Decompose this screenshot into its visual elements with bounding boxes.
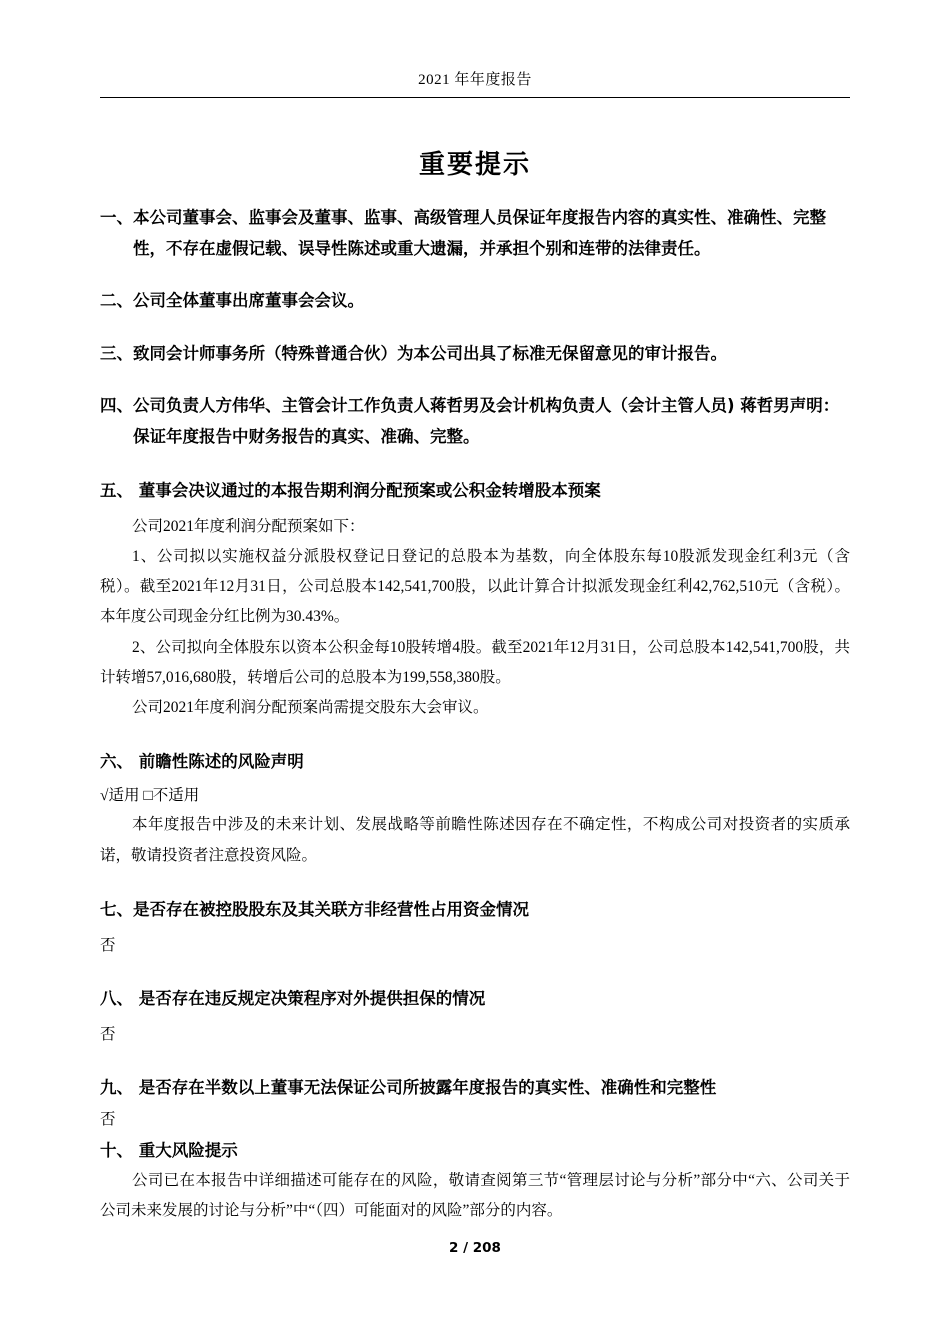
clause-2-text: 公司全体董事出席董事会会议。: [133, 291, 364, 311]
section-8-answer: 否: [100, 1025, 116, 1043]
page-number: 2 / 208: [449, 1240, 501, 1256]
section-5-para-4: 公司2021年度利润分配预案尚需提交股东大会审议。: [132, 699, 489, 717]
section-6-checkbox-line[interactable]: √适用 □不适用: [100, 787, 200, 804]
section-8-heading: [100, 984, 850, 1014]
header-divider: [100, 97, 850, 98]
section-6-title: 前瞻性陈述的风险声明: [133, 752, 304, 772]
section-10-para: 公司已在本报告中详细描述可能存在的风险，敬请查阅第三节“管理层讨论与分析”部分中“六、公司关于公司未来发展的讨论与分析”中“（四）可能面对的风险”部分的内容。: [100, 1171, 850, 1220]
clause-3-text: 致同会计师事务所（特殊普通合伙）为本公司出具了标准无保留意见的审计报告。: [133, 343, 727, 363]
page-title: 重要提示: [418, 150, 531, 180]
section-9-number: 九、: [100, 1078, 133, 1098]
clause-4: [100, 391, 850, 452]
section-10-title: 重大风险提示: [133, 1141, 238, 1161]
section-6-number: 六、: [100, 752, 133, 772]
section-7-title: 是否存在被控股股东及其关联方非经营性占用资金情况: [133, 899, 529, 919]
clause-4-number: 四、: [100, 396, 133, 416]
clause-3: [100, 339, 850, 370]
section-10-number: 十、: [100, 1141, 133, 1161]
clause-1-number: 一、: [100, 208, 133, 227]
section-6-para: 本年度报告中涉及的未来计划、发展战略等前瞻性陈述因存在不确定性，不构成公司对投资者的实质承诺，敬请投资者注意投资风险。: [100, 816, 850, 864]
section-8-title: 是否存在违反规定决策程序对外提供担保的情况: [133, 989, 486, 1008]
section-5-para-3: 2、公司拟向全体股东以资本公积金每10股转增4股。截至2021年12月31日，公司总股本142,541,700股，共计转增57,016,680股，转增后公司的总股本为199,558,380股。: [100, 638, 850, 686]
clause-1-text: 本公司董事会、监事会及董事、监事、高级管理人员保证年度报告内容的真实性、准确性、完整性，不存在虚假记载、误导性陈述或重大遗漏，并承担个别和连带的法律责任。: [133, 208, 826, 258]
clause-4-text: 公司负责人方伟华、主管会计工作负责人蒋哲男及会计机构负责人（会计主管人员) 蒋哲男声明：保证年度报告中财务报告的真实、准确、完整。: [133, 396, 840, 446]
clause-1: [100, 203, 850, 264]
section-5-para-2: 1、公司拟以实施权益分派股权登记日登记的总股本为基数，向全体股东每10股派发现金红利3元（含税）。截至2021年12月31日，公司总股本142,541,700股，以此计算合计拟派发现金红利42,762,510元（含税）。本年度公司现金分红比例为30.43%。: [100, 548, 850, 626]
section-7-heading: [100, 895, 850, 925]
page-header: [100, 0, 850, 98]
section-5-para-1: 公司2021年度利润分配预案如下：: [132, 517, 365, 535]
section-9-heading: [100, 1073, 850, 1103]
section-9-answer: 否: [100, 1110, 116, 1128]
section-8-number: 八、: [100, 989, 133, 1008]
section-5-number: 五、: [100, 481, 133, 501]
section-6-heading: [100, 747, 850, 777]
page-footer: [0, 1240, 950, 1256]
section-9-title: 是否存在半数以上董事无法保证公司所披露年度报告的真实性、准确性和完整性: [133, 1078, 717, 1098]
clause-3-number: 三、: [100, 343, 133, 363]
section-5-heading: [100, 476, 850, 506]
section-10-heading: [100, 1136, 850, 1166]
section-7-answer: 否: [100, 936, 116, 954]
clause-2-number: 二、: [100, 291, 133, 311]
section-5-title: 董事会决议通过的本报告期利润分配预案或公积金转增股本预案: [133, 481, 601, 501]
section-7-number: 七、: [100, 899, 133, 919]
running-title: 2021 年年度报告: [418, 72, 532, 88]
clause-2: [100, 286, 850, 317]
